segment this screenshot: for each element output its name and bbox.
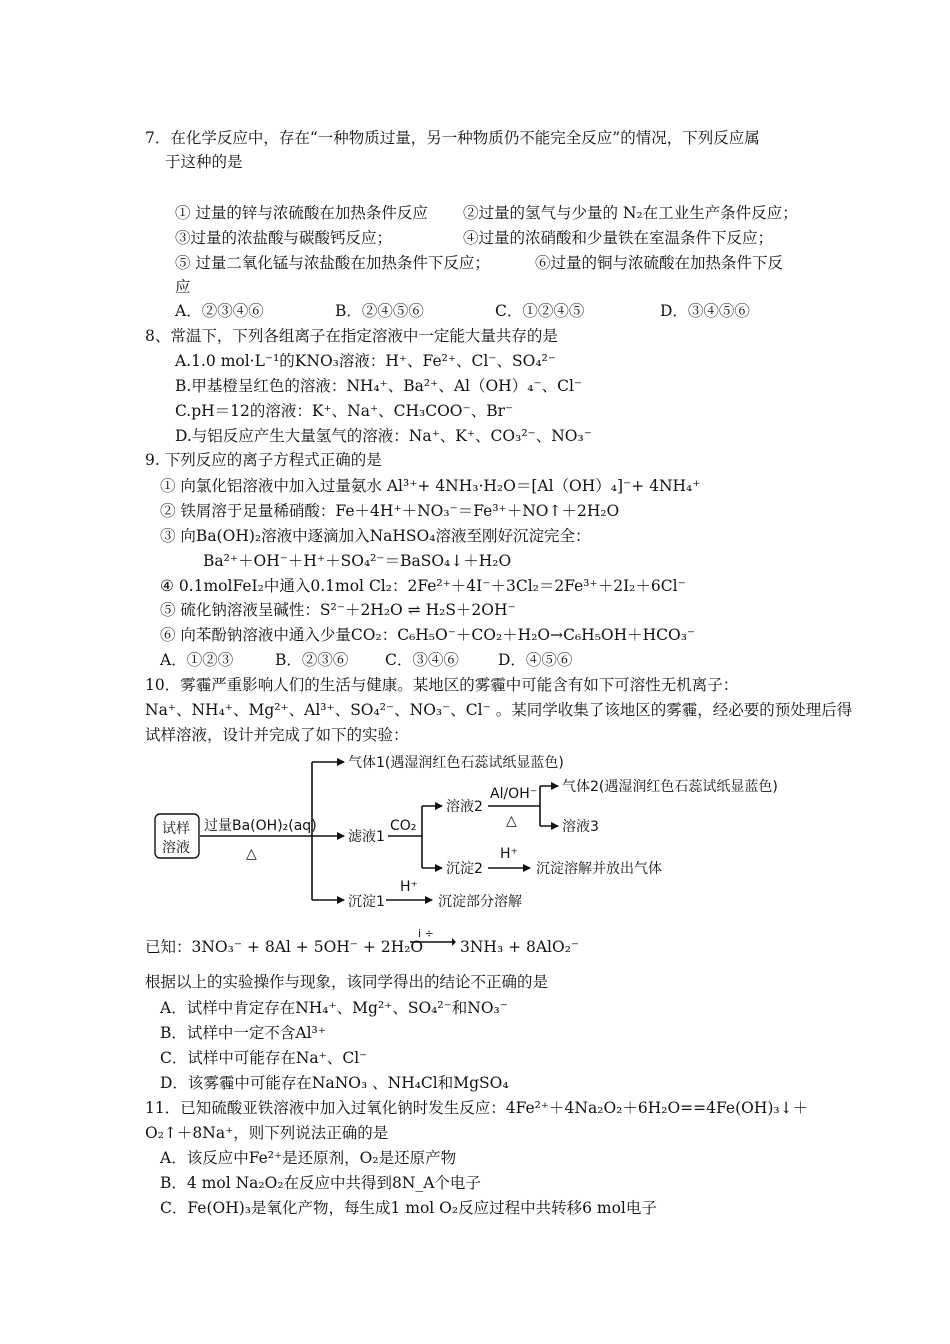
sample-label-1: 试样 (162, 821, 190, 837)
q9-item-2: ② 铁屑溶于足量稀硝酸：Fe＋4H⁺＋NO₃⁻＝Fe³⁺＋NO↑＋2H₂O (160, 502, 620, 520)
reagent-1-label: 过量Ba(OH)₂(aq) (204, 818, 317, 834)
q10-stem: 10．雾霾严重影响人们的生活与健康。某地区的雾霾中可能含有如下可溶性无机离子： (145, 676, 739, 694)
q11-stem: 11．已知硫酸亚铁溶液中加入过氧化钠时发生反应：4Fe²⁺＋4Na₂O₂＋6H₂O==4Fe(OH)₃↓＋ (145, 1099, 809, 1117)
q8-option-c: C.pH＝12的溶液：K⁺、Na⁺、CH₃COO⁻、Br⁻ (175, 402, 514, 420)
solution2-label: 溶液2 (446, 799, 483, 815)
precip1-label: 沉淀1 (348, 894, 385, 910)
experiment-flowchart (150, 748, 800, 918)
q9-item-4: ④ 0.1molFeI₂中通入0.1mol Cl₂：2Fe²⁺＋4I⁻＋3Cl₂＝2Fe³⁺＋2I₂＋6Cl⁻ (160, 577, 686, 595)
q7-item-6-cont: 应 (175, 278, 191, 296)
q9-item-1: ① 向氯化铝溶液中加入过量氨水 Al³⁺+ 4NH₃·H₂O＝[Al（OH）₄]⁻+ 4NH₄⁺ (160, 477, 701, 495)
q11-option-a: A．该反应中Fe²⁺是还原剂，O₂是还原产物 (160, 1149, 457, 1167)
q10-option-a: A．试样中肯定存在NH₄⁺、Mg²⁺、SO₄²⁻和NO₃⁻ (160, 999, 508, 1017)
q7-item-1: ① 过量的锌与浓硫酸在加热条件反应 (175, 204, 428, 222)
precip2-label: 沉淀2 (446, 861, 483, 877)
h-plus-label-1: H⁺ (400, 879, 418, 895)
known-reaction-arrow (408, 928, 456, 948)
q7-item-3: ③过量的浓盐酸与碳酸钙反应； (175, 229, 393, 247)
q7-option-b: B．②④⑤⑥ (335, 302, 424, 320)
known-equation-left: 已知：3NO₃⁻ + 8Al + 5OH⁻ + 2H₂O (145, 938, 424, 956)
q9-option-a: A．①②③ (160, 651, 234, 669)
q7-stem: 7．在化学反应中，存在“一种物质过量，另一种物质仍不能完全反应”的情况，下列反应属 (145, 129, 760, 147)
q10-option-d: D．该雾霾中可能存在NaNO₃ 、NH₄Cl和MgSO₄ (160, 1074, 509, 1092)
q10-stem-ions: Na⁺、NH₄⁺、Mg²⁺、Al³⁺、SO₄²⁻、NO₃⁻、Cl⁻ 。某同学收集了该地区的雾霾，经必要的预处理后得 (145, 701, 853, 719)
q7-item-5: ⑤ 过量二氧化锰与浓盐酸在加热条件下反应； (175, 254, 490, 272)
precip2-result-label: 沉淀溶解并放出气体 (536, 861, 662, 877)
reagent-2-label: Al/OH⁻ (490, 786, 538, 802)
q9-item-6: ⑥ 向苯酚钠溶液中通入少量CO₂：C₆H₅O⁻＋CO₂＋H₂O→C₆H₅OH＋HCO₃⁻ (160, 626, 696, 644)
q7-item-4: ④过量的浓硝酸和少量铁在室温条件下反应； (463, 229, 774, 247)
q7-item-6: ⑥过量的铜与浓硫酸在加热条件下反 (535, 254, 784, 272)
q7-option-a: A．②③④⑥ (175, 302, 264, 320)
q7-option-d: D．③④⑤⑥ (660, 302, 750, 320)
q9-item-3-equation: Ba²⁺＋OH⁻＋H⁺＋SO₄²⁻＝BaSO₄↓＋H₂O (203, 552, 512, 570)
q10-option-b: B．试样中一定不含Al³⁺ (160, 1024, 326, 1042)
heat-symbol-1: △ (246, 846, 257, 862)
q10-stem-cont: 试样溶液，设计并完成了如下的实验： (145, 726, 409, 744)
q9-item-3: ③ 向Ba(OH)₂溶液中逐滴加入NaHSO₄溶液至刚好沉淀完全： (160, 527, 591, 545)
q11-option-c: C．Fe(OH)₃是氧化产物，每生成1 mol O₂反应过程中共转移6 mol电子 (160, 1199, 657, 1217)
known-equation-right: 3NH₃ + 8AlO₂⁻ (460, 938, 580, 956)
q7-stem-cont: 于这种的是 (165, 153, 243, 171)
q11-stem-cont: O₂↑＋8Na⁺，则下列说法正确的是 (145, 1124, 389, 1142)
q9-stem: 9. 下列反应的离子方程式正确的是 (145, 451, 382, 469)
known-reaction-condition: i ÷ (418, 928, 434, 940)
q9-item-5: ⑤ 硫化钠溶液呈碱性：S²⁻＋2H₂O ⇌ H₂S＋2OH⁻ (160, 601, 516, 619)
co2-label: CO₂ (390, 818, 417, 834)
gas2-label: 气体2(遇湿润红色石蕊试纸显蓝色) (562, 779, 778, 795)
q9-option-b: B．②③⑥ (275, 651, 349, 669)
q10-question: 根据以上的实验操作与现象，该同学得出的结论不正确的是 (145, 973, 549, 991)
heat-symbol-2: △ (506, 813, 517, 829)
solution3-label: 溶液3 (562, 819, 599, 835)
precip1-result-label: 沉淀部分溶解 (438, 894, 522, 910)
q8-stem: 8、常温下，下列各组离子在指定溶液中一定能大量共存的是 (145, 327, 558, 345)
q9-option-d: D．④⑤⑥ (498, 651, 573, 669)
q9-option-c: C．③④⑥ (385, 651, 459, 669)
q11-option-b: B．4 mol Na₂O₂在反应中共得到8N_A个电子 (160, 1174, 481, 1192)
filtrate1-label: 滤液1 (348, 829, 385, 845)
q7-option-c: C．①②④⑤ (495, 302, 585, 320)
q8-option-a: A.1.0 mol·L⁻¹的KNO₃溶液：H⁺、Fe²⁺、Cl⁻、SO₄²⁻ (175, 352, 556, 370)
sample-label-2: 溶液 (162, 840, 190, 856)
gas1-label: 气体1(遇湿润红色石蕊试纸显蓝色) (348, 755, 564, 771)
q7-item-2: ②过量的氢气与少量的 N₂在工业生产条件反应； (463, 204, 798, 222)
q10-option-c: C．试样中可能存在Na⁺、Cl⁻ (160, 1049, 368, 1067)
q8-option-b: B.甲基橙呈红色的溶液：NH₄⁺、Ba²⁺、Al（OH）₄⁻、Cl⁻ (175, 377, 583, 395)
h-plus-label-2: H⁺ (500, 846, 518, 862)
q8-option-d: D.与铝反应产生大量氢气的溶液：Na⁺、K⁺、CO₃²⁻、NO₃⁻ (175, 427, 592, 445)
